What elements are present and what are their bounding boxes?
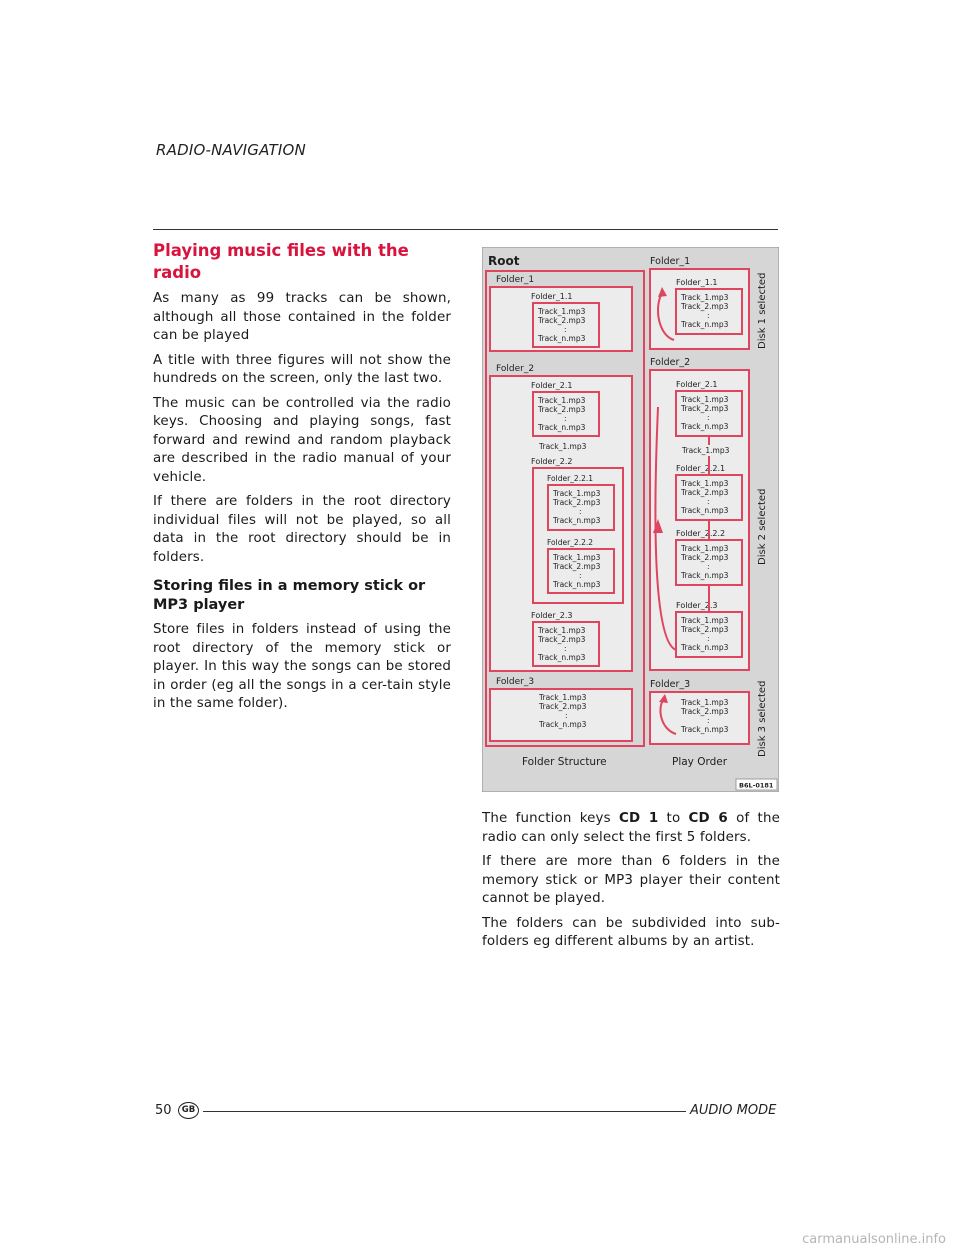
folder-3-label: Folder_3	[496, 677, 535, 687]
svg-text::: :	[564, 325, 567, 334]
svg-text:Track_n.mp3: Track_n.mp3	[553, 580, 601, 589]
footer-rule	[203, 1111, 686, 1112]
page-number: 50	[155, 1103, 172, 1118]
paragraph-tracks: As many as 99 tracks can be shown, although all those contained in the folder can be played	[153, 291, 451, 343]
svg-text:Track_1.mp3: Track_1.mp3	[681, 293, 729, 302]
svg-text:Track_1.mp3: Track_1.mp3	[538, 396, 586, 405]
paragraph-controls: The music can be controlled via the radio keys. Choosing and playing songs, fast forward and rewind and random playback are described in the radio manual of your vehicle.	[153, 395, 451, 485]
svg-text:Track_1.mp3: Track_1.mp3	[681, 698, 729, 707]
svg-text:Track_1.mp3: Track_1.mp3	[553, 553, 601, 562]
disk-1-selected-label: Disk 1 selected	[757, 272, 768, 349]
root-label: Root	[488, 254, 520, 268]
paragraph-root-directory: If there are folders in the root directory individual files will not be played, so all data in the root directory should be in folders.	[153, 494, 451, 565]
svg-text:Track_1.mp3: Track_1.mp3	[681, 616, 729, 625]
right-folder-1-1-label: Folder_1.1	[676, 278, 718, 287]
svg-text::: :	[707, 497, 710, 506]
svg-text::: :	[564, 644, 567, 653]
folder-2-2-label: Folder_2.2	[531, 457, 573, 466]
right-folder-3-label: Folder_3	[650, 679, 691, 690]
subheading-storing-files: Storing files in a memory stick or MP3 player	[153, 578, 426, 613]
footer-section: AUDIO MODE	[690, 1103, 777, 1118]
svg-text::: :	[707, 634, 710, 643]
right-column	[482, 810, 780, 958]
country-badge: GB	[178, 1102, 199, 1119]
svg-text:Track_1.mp3: Track_1.mp3	[538, 307, 586, 316]
svg-text:Track_1.mp3: Track_1.mp3	[681, 544, 729, 553]
svg-text::: :	[564, 414, 567, 423]
svg-text::: :	[579, 571, 582, 580]
key-cd-6: CD 6	[688, 811, 728, 826]
function-keys-text-mid: to	[666, 811, 681, 826]
folder-2-loose-track: Track_1.mp3	[539, 442, 587, 451]
right-folder-2-1-label: Folder_2.1	[676, 380, 718, 389]
svg-text:Track_n.mp3: Track_n.mp3	[538, 653, 586, 662]
svg-text:Track_2.mp3: Track_2.mp3	[681, 553, 729, 562]
svg-text:Track_2.mp3: Track_2.mp3	[553, 498, 601, 507]
svg-text:Track_2.mp3: Track_2.mp3	[681, 302, 729, 311]
folder-2-2-2-label: Folder_2.2.2	[547, 538, 594, 547]
svg-text:Track_n.mp3: Track_n.mp3	[681, 725, 729, 734]
svg-text::: :	[565, 711, 568, 720]
folder-diagram	[482, 247, 779, 792]
folder-1-1-label: Folder_1.1	[531, 292, 573, 301]
svg-text:Track_n.mp3: Track_n.mp3	[553, 516, 601, 525]
svg-text:Track_2.mp3: Track_2.mp3	[681, 404, 729, 413]
function-keys-text-after: of the radio can only select the first 5 folders.	[482, 811, 780, 845]
right-folder-2-2-2-label: Folder_2.2.2	[676, 529, 726, 538]
function-keys-text-before: The function keys	[482, 811, 611, 826]
svg-text:Track_n.mp3: Track_n.mp3	[681, 422, 729, 431]
caption-folder-structure: Folder Structure	[522, 756, 607, 768]
svg-text:Track_2.mp3: Track_2.mp3	[553, 562, 601, 571]
disk-3-selected-label: Disk 3 selected	[757, 680, 768, 757]
svg-text::: :	[707, 562, 710, 571]
header-rule	[153, 229, 778, 230]
svg-text:Track_n.mp3: Track_n.mp3	[681, 506, 729, 515]
caption-play-order: Play Order	[672, 756, 728, 768]
right-folder-2-label: Folder_2	[650, 357, 691, 368]
key-cd-1: CD 1	[618, 811, 659, 826]
right-folder-2-2-1-label: Folder_2.2.1	[676, 464, 726, 473]
svg-text:Track_n.mp3: Track_n.mp3	[681, 643, 729, 652]
svg-text:Track_2.mp3: Track_2.mp3	[538, 405, 586, 414]
svg-text:Track_2.mp3: Track_2.mp3	[681, 625, 729, 634]
svg-text:Track_1.mp3: Track_1.mp3	[553, 489, 601, 498]
folder-2-label: Folder_2	[496, 364, 535, 374]
paragraph-storing-files: Store files in folders instead of using the root directory of the memory stick or player. In this way the songs can be stored in order (eg all the songs in a cer-tain style in the same folder).	[153, 622, 451, 711]
svg-text:Track_n.mp3: Track_n.mp3	[539, 720, 587, 729]
disk-2-selected-label: Disk 2 selected	[757, 488, 768, 565]
right-folder-2-loose-track: Track_1.mp3	[682, 446, 730, 455]
svg-text:Track_2.mp3: Track_2.mp3	[681, 707, 729, 716]
running-header: RADIO-NAVIGATION	[156, 141, 306, 159]
svg-text:Track_n.mp3: Track_n.mp3	[681, 571, 729, 580]
svg-text:Track_1.mp3: Track_1.mp3	[681, 479, 729, 488]
right-folder-1-label: Folder_1	[650, 256, 691, 267]
folder-2-1-label: Folder_2.1	[531, 381, 573, 390]
folder-2-3-label: Folder_2.3	[531, 611, 573, 620]
paragraph-function-keys	[482, 810, 780, 847]
svg-text::: :	[579, 507, 582, 516]
svg-text:Track_1.mp3: Track_1.mp3	[538, 626, 586, 635]
svg-text::: :	[707, 716, 710, 725]
watermark: carmanualsonline.info	[802, 1232, 946, 1247]
svg-text:Track_2.mp3: Track_2.mp3	[539, 702, 587, 711]
svg-text:Track_2.mp3: Track_2.mp3	[538, 635, 586, 644]
folder-structure-figure	[482, 247, 779, 792]
svg-text:Track_2.mp3: Track_2.mp3	[538, 316, 586, 325]
svg-text:Track_1.mp3: Track_1.mp3	[681, 395, 729, 404]
svg-text:Track_n.mp3: Track_n.mp3	[538, 423, 586, 432]
figure-code: B6L-0181	[739, 781, 774, 790]
svg-text::: :	[707, 311, 710, 320]
right-folder-2-3-label: Folder_2.3	[676, 601, 718, 610]
folder-2-2-1-label: Folder_2.2.1	[547, 474, 594, 483]
folder-1-label: Folder_1	[496, 275, 535, 285]
paragraph-subfolders: The folders can be subdivided into sub-folders eg different albums by an artist.	[482, 915, 780, 949]
svg-text:Track_n.mp3: Track_n.mp3	[538, 334, 586, 343]
svg-text:Track_n.mp3: Track_n.mp3	[681, 320, 729, 329]
left-column	[153, 240, 451, 720]
svg-text::: :	[707, 413, 710, 422]
paragraph-title-digits: A title with three figures will not show the hundreds on the screen, only the last two.	[153, 352, 451, 386]
svg-text:Track_1.mp3: Track_1.mp3	[539, 693, 587, 702]
svg-text:Track_2.mp3: Track_2.mp3	[681, 488, 729, 497]
paragraph-folder-limit: If there are more than 6 folders in the memory stick or MP3 player their content cannot be played.	[482, 854, 780, 906]
section-title: Playing music files with the radio	[153, 241, 409, 282]
